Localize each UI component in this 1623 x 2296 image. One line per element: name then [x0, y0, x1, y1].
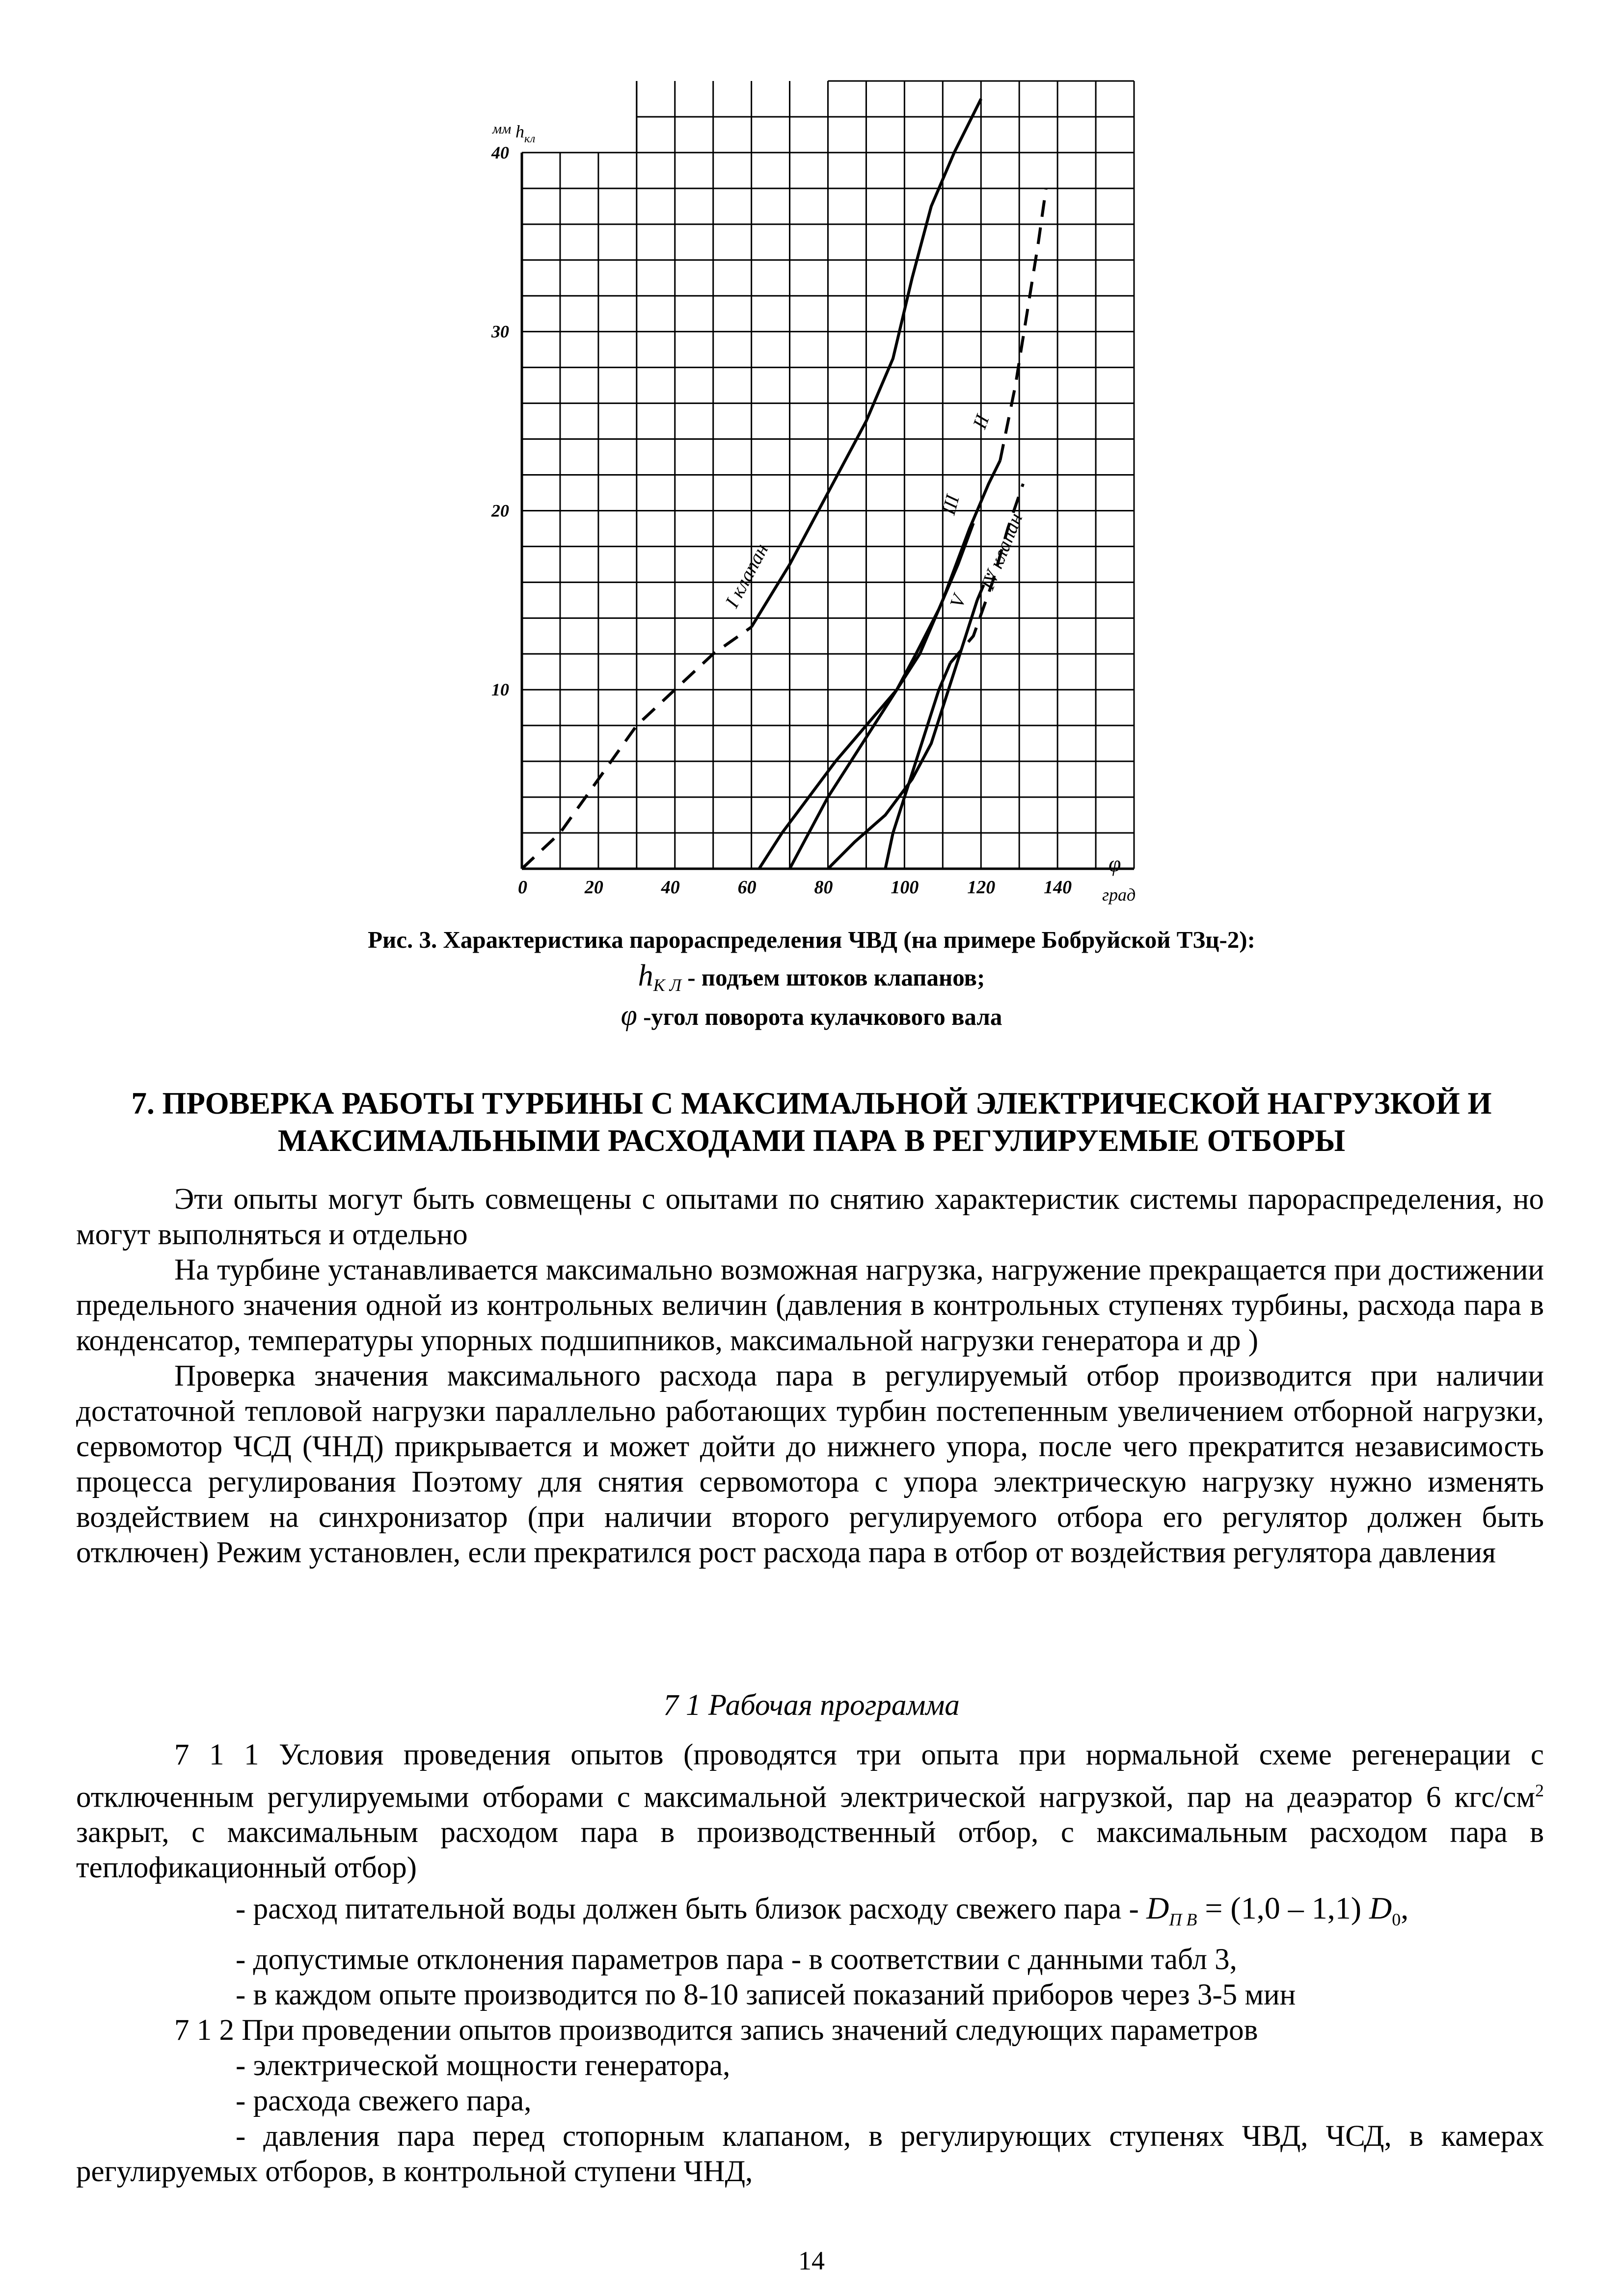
caption-line2-text: - подъем штоков клапанов;	[681, 964, 985, 991]
list-item-pressure: - давления пара перед стопорным клапаном, в регулирующих ступенях ЧВД, ЧСД, в камерах регулируемых отборов, в контрольной ступени ЧНД,	[76, 2120, 1544, 2189]
valve-lift-chart	[0, 0, 1623, 933]
y-tick-label: 20	[491, 501, 509, 521]
chart-curves	[522, 99, 1046, 869]
item-7-1-1-tail: закрыт, с максимальным расходом пара в производственный отбор, с максимальным расходом пара в теплофикационный отбор)	[76, 1816, 1544, 1885]
chart-ticks	[491, 143, 1072, 898]
list-item-feedwater-text: - расход питательной воды должен быть близок расходу свежего пара -	[236, 1893, 1147, 1926]
y-axis-label: $h_{кл}$	[515, 122, 536, 145]
section-heading	[74, 1085, 1549, 1159]
curve-label: V	[945, 591, 971, 611]
x-tick-label: 140	[1044, 877, 1072, 898]
h-symbol: h	[638, 959, 653, 992]
x-tick-label: 20	[584, 877, 603, 898]
h-subscript: К Л	[653, 975, 681, 995]
curve-label: I клапан	[720, 540, 773, 612]
y-unit-label: мм	[492, 121, 512, 137]
item-7-1-1	[76, 1737, 1544, 1886]
x-tick-label: 0	[518, 877, 527, 898]
x-axis-symbol: φ	[1109, 851, 1121, 876]
list-item-steam-flow: - расхода свежего пара,	[236, 2084, 532, 2118]
item-7-1-1-text: 7 1 1 Условия проведения опытов (проводятся три опыта при нормальной схеме регенерации с отключенным регулируемыми отборами с максимальной электрической нагрузкой, пар на деаэратор 6 кгс/см	[76, 1738, 1544, 1814]
curve-dashed-2	[1000, 188, 1046, 460]
chart-grid	[522, 81, 1134, 869]
program-block	[76, 1737, 1544, 2189]
list-item-records: - в каждом опыте производится по 8-10 записей показаний приборов через 3-5 мин	[236, 1978, 1296, 2012]
paragraph-1: Эти опыты могут быть совмещены с опытами по снятию характеристик системы парораспределения, но могут выполняться и отдельно	[76, 1183, 1544, 1251]
figure-caption-line1: Рис. 3. Характеристика парораспределения ЧВД (на примере Бобруйской ТЗц-2):	[368, 926, 1255, 953]
heading-line1: 7. ПРОВЕРКА РАБОТЫ ТУРБИНЫ С МАКСИМАЛЬНОЙ ЭЛЕКТРИЧЕСКОЙ НАГРУЗКОЙ И	[131, 1086, 1492, 1121]
list-item-power: - электрической мощности генератора,	[236, 2049, 730, 2082]
x-tick-label: 100	[891, 877, 919, 898]
caption-line3-text: -угол поворота кулачкового вала	[637, 1003, 1002, 1030]
x-tick-label: 40	[661, 877, 680, 898]
y-tick-label: 10	[491, 680, 509, 700]
heading-line2: МАКСИМАЛЬНЫМИ РАСХОДАМИ ПАРА В РЕГУЛИРУЕМЫЕ ОТБОРЫ	[277, 1123, 1346, 1158]
figure-caption-line2	[0, 961, 1623, 1000]
paragraph-2: На турбине устанавливается максимально возможная нагрузка, нагружение прекращается при достижении предельного значения одной из контрольных величин (давления в контрольных ступенях турбины, расхода пара в конденсатор, температуры упорных подшипников, максимальной нагрузки генератора и др )	[76, 1254, 1544, 1357]
phi-symbol: φ	[621, 999, 637, 1031]
page-number: 14	[798, 2246, 825, 2275]
curve-label: IV клапан	[976, 509, 1027, 593]
curve-label: II	[968, 411, 994, 432]
figure-caption-line3	[0, 1000, 1623, 1032]
x-unit-label: град	[1102, 885, 1136, 905]
y-tick-label: 30	[491, 321, 509, 342]
y-tick-label: 40	[491, 142, 509, 162]
body-text-block	[76, 1182, 1544, 1571]
paragraph-3: Проверка значения максимального расхода пара в регулируемый отбор производится при наличии достаточной тепловой нагрузки параллельно работающих турбин постепенным увеличением отборной нагрузки, сервомотор ЧСД (ЧНД) прикрывается и может дойти до нижнего упора, после чего прекратится независимость процесса регулирования Поэтому для снятия сервомотора с упора электрическую нагрузку нужно изменять воздействием на синхронизатор (при наличии второго регулируемого отбора его регулятор должен быть отключен) Режим установлен, если прекратился рост расхода пара в отбор от воздействия регулятора давления	[76, 1360, 1544, 1569]
item-7-1-2: 7 1 2 При проведении опытов производится запись значений следующих параметров	[174, 2014, 1258, 2047]
list-item-deviations: - допустимые отклонения параметров пара - в соответствии с данными табл 3,	[236, 1943, 1237, 1976]
curve-label: III	[937, 492, 964, 517]
curve-2	[759, 460, 1000, 869]
list-item-feedwater	[76, 1891, 1544, 1937]
section-title: 7 1 Рабочая программа	[663, 1689, 960, 1722]
curve-4	[828, 600, 977, 869]
superscript-2: 2	[1535, 1781, 1544, 1800]
formula: $D_{П В} = (1,0 - 1,1)$ $D_0$,	[1146, 1891, 1409, 1930]
x-tick-label: 60	[737, 877, 757, 898]
x-tick-label: 120	[967, 877, 996, 898]
x-tick-label: 80	[814, 877, 833, 898]
